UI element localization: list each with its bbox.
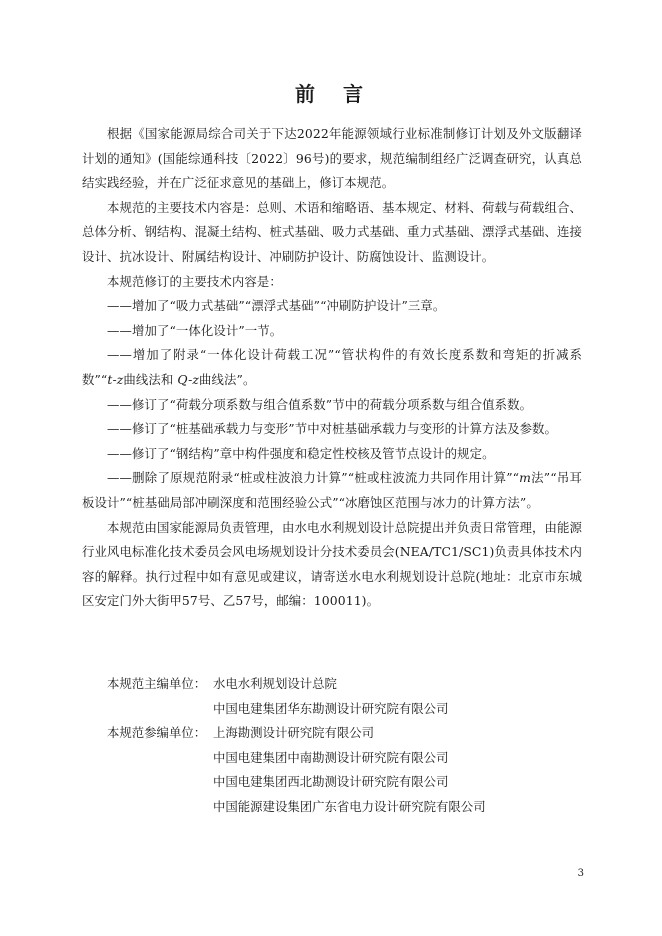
chief-editor-label: 本规范主编单位： xyxy=(107,676,207,691)
math-symbol: m xyxy=(519,470,531,486)
paragraph-revision-intro: 本规范修订的主要技术内容是： xyxy=(107,273,282,289)
units-list xyxy=(107,672,486,820)
revision-text: 法”“吊耳板设计”“桩基础局部冲刷深度和范围经验公式”“冰磨蚀区范围与冰力的计算方法”。 xyxy=(82,470,583,510)
revision-item xyxy=(82,343,582,392)
revision-item: ——增加了“吸力式基础”“漂浮式基础”“冲刷防护设计”三章。 xyxy=(107,298,446,314)
math-symbol: t-z xyxy=(107,371,124,387)
revision-text: 曲线法和 xyxy=(123,371,174,387)
math-symbol: Q-z xyxy=(177,371,200,387)
page-title: 前 言 xyxy=(295,82,367,106)
chief-editor-unit: 水电水利规划设计总院 xyxy=(213,676,337,691)
preface-body xyxy=(82,122,582,614)
revision-item xyxy=(82,466,582,515)
paragraph-main-content: 本规范的主要技术内容是：总则、术语和缩略语、基本规定、材料、荷载与荷载组合、总体分析、钢结构、混凝土结构、桩式基础、吸力式基础、重力式基础、漂浮式基础、连接设计、抗冰设计、附属结构设计、冲刷防护设计、防腐蚀设计、监测设计。 xyxy=(82,199,582,264)
participating-unit: 中国电建集团西北勘测设计研究院有限公司 xyxy=(213,774,449,790)
participating-unit: 中国能源建设集团广东省电力设计研究院有限公司 xyxy=(213,798,486,814)
revision-item: ——修订了“桩基础承载力与变形”节中对桩基础承载力与变形的计算方法及参数。 xyxy=(107,421,558,437)
revision-text: ——增加了附录“一体化设计荷载工况”“管状构件的有效长度系数和弯矩的折减系数”“ xyxy=(82,347,582,387)
revision-text: ——删除了原规范附录“桩或柱波浪力计算”“桩或柱波流力共同作用计算”“ xyxy=(107,470,520,486)
participating-unit: 上海勘测设计研究院有限公司 xyxy=(213,725,375,741)
paragraph-basis: 根据《国家能源局综合司关于下达2022年能源领域行业标准制修订计划及外文版翻译计划的通知》(国能综通科技〔2022〕96号)的要求，规范编制组经广泛调查研究，认真总结实践经验，并在广泛征求意见的基础上，修订本规范。 xyxy=(82,126,582,191)
page-number: 3 xyxy=(577,868,584,879)
revision-item: ——增加了“一体化设计”一节。 xyxy=(107,322,283,338)
revision-item: ——修订了“荷载分项系数与组合值系数”节中的荷载分项系数与组合值系数。 xyxy=(107,396,533,412)
paragraph-management: 本规范由国家能源局负责管理，由水电水利规划设计总院提出并负责日常管理，由能源行业风电标准化技术委员会风电场规划设计分技术委员会(NEA/TC1/SC1)负责具体技术内容的解释。执行过程中如有意见或建议，请寄送水电水利规划设计总院(地址：北京市东城区安定门外大街甲57号、乙57号，邮编：100011)。 xyxy=(82,519,582,609)
revision-text: 曲线法”。 xyxy=(199,371,256,387)
revision-item: ——修订了“钢结构”章中构件强度和稳定性校核及管节点设计的规定。 xyxy=(107,445,495,461)
participating-unit: 中国电建集团中南勘测设计研究院有限公司 xyxy=(213,749,449,765)
participating-label: 本规范参编单位： xyxy=(107,725,207,741)
chief-editor-unit: 中国电建集团华东勘测设计研究院有限公司 xyxy=(213,700,449,716)
